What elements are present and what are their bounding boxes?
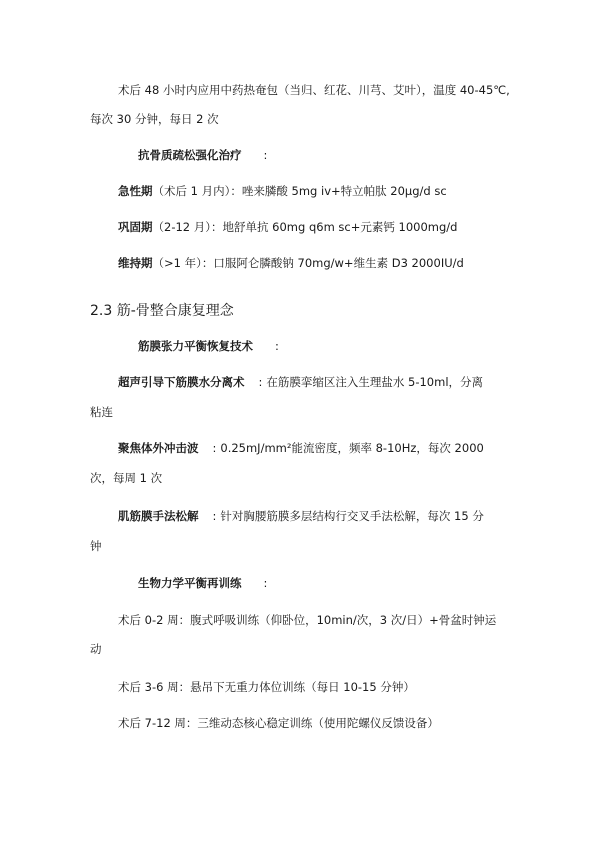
ultrasound-colon: :: [258, 375, 263, 389]
heading-biomechanics: [138, 576, 558, 590]
acute-phase-line: [118, 184, 538, 198]
text-line: 粘连: [90, 405, 113, 419]
shockwave-text: 0.25mJ/mm²能流密度，频率 8-10Hz，每次 2000: [220, 441, 484, 455]
text-line: 术后 48 小时内应用中药热奄包（当归、红花、川芎、艾叶），温度 40-45℃,: [118, 83, 510, 97]
myofascial-line: [118, 509, 538, 523]
heading-text: 生物力学平衡再训练: [138, 576, 242, 590]
text-line: 每次 30 分钟，每日 2 次: [90, 112, 219, 126]
text-line: 次，每周 1 次: [90, 471, 163, 485]
shockwave-label: 聚焦体外冲击波: [118, 441, 199, 455]
acute-phase-text: （术后 1 月内）：唑来膦酸 5mg iv+特立帕肽 20μg/d sc: [152, 184, 447, 198]
heading-anti-osteoporosis: [138, 148, 558, 162]
shockwave-line: [118, 441, 538, 455]
maintenance-phase-line: [118, 256, 538, 270]
consolidation-phase-label: 巩固期: [118, 220, 153, 234]
acute-phase-label: 急性期: [118, 184, 153, 198]
shockwave-colon: :: [212, 441, 217, 455]
consolidation-phase-text: （2-12 月）：地舒单抗 60mg q6m sc+元素钙 1000mg/d: [152, 220, 458, 234]
heading-colon: :: [263, 148, 268, 162]
heading-fascia-tension: [138, 339, 558, 353]
ultrasound-label: 超声引导下筋膜水分离术: [118, 375, 245, 389]
ultrasound-line: [118, 375, 538, 389]
maintenance-phase-text: （>1 年）：口服阿仑膦酸钠 70mg/w+维生素 D3 2000IU/d: [152, 256, 464, 270]
text-line: 术后 3-6 周：悬吊下无重力体位训练（每日 10-15 分钟）: [118, 680, 415, 694]
text-line: 术后 0-2 周：腹式呼吸训练（仰卧位，10min/次，3 次/日）+骨盆时钟运: [118, 613, 497, 627]
myofascial-label: 肌筋膜手法松解: [118, 509, 199, 523]
myofascial-text: 针对胸腰筋膜多层结构行交叉手法松解，每次 15 分: [220, 509, 484, 523]
heading-text: 筋膜张力平衡恢复技术: [138, 339, 253, 353]
heading-colon: :: [275, 339, 279, 353]
text-line: 钟: [90, 539, 102, 553]
myofascial-colon: :: [212, 509, 217, 523]
text-line: 术后 7-12 周：三维动态核心稳定训练（使用陀螺仪反馈设备）: [118, 716, 439, 730]
text-line: 动: [90, 642, 102, 656]
heading-colon: :: [263, 576, 268, 590]
section-title: 2.3 筋-骨整合康复理念: [90, 303, 234, 319]
ultrasound-text: 在筋膜挛缩区注入生理盐水 5-10ml，分离: [266, 375, 484, 389]
heading-text: 抗骨质疏松强化治疗: [138, 148, 242, 162]
maintenance-phase-label: 维持期: [118, 256, 153, 270]
consolidation-phase-line: [118, 220, 538, 234]
